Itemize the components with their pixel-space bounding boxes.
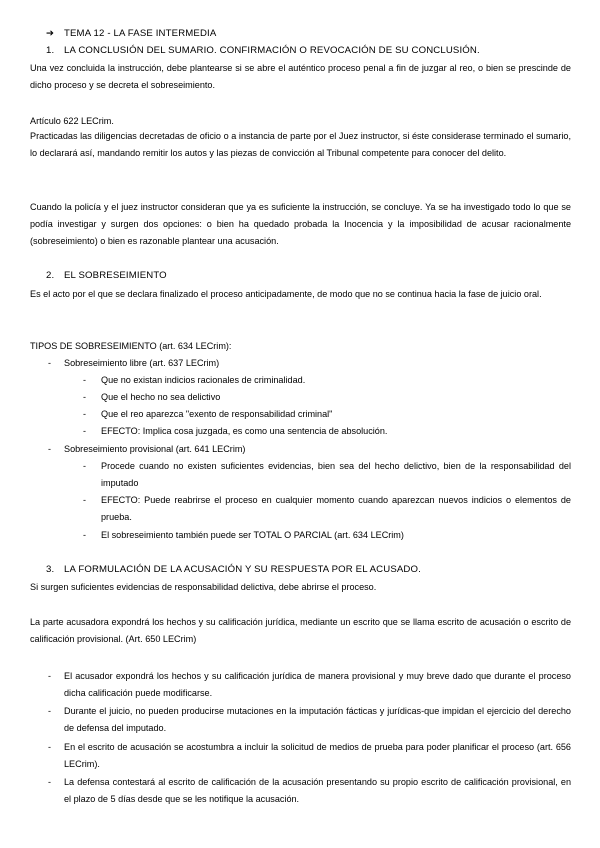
section-2-number: 2.	[46, 270, 55, 281]
bullet-item: Durante el juicio, no pueden producirse mutaciones en la imputación fácticas y jurídicas-que impidan el ejercicio del derecho de defensa del imputado.	[64, 706, 571, 734]
dash-marker: -	[83, 495, 86, 505]
arrow-icon: ➔	[46, 28, 55, 39]
dash-marker: -	[48, 671, 51, 681]
bullet-item: El acusador expondrá los hechos y su calificación jurídica de manera provisional y muy breve dado que durante el proceso dicha calificación puede modificarse.	[64, 671, 571, 699]
paragraph-evidencias: Si surgen suficientes evidencias de responsabilidad delictiva, debe abrirse el proceso.	[30, 582, 377, 592]
section-3-heading: LA FORMULACIÓN DE LA ACUSACIÓN Y SU RESPUESTA POR EL ACUSADO.	[64, 564, 421, 575]
dash-marker: -	[48, 444, 51, 454]
section-1-number: 1.	[46, 45, 55, 56]
dash-marker: -	[83, 530, 86, 540]
provisional-item: EFECTO: Puede reabrirse el proceso en cualquier momento cuando aparezcan nuevos indicios o elementos de prueba.	[101, 495, 571, 523]
provisional-item: El sobreseimiento también puede ser TOTAL O PARCIAL (art. 634 LECrim)	[101, 530, 404, 540]
tipos-title: TIPOS DE SOBRESEIMIENTO (art. 634 LECrim):	[30, 341, 232, 351]
provisional-item: Procede cuando no existen suficientes evidencias, bien sea del hecho delictivo, bien de la responsabilidad del imputado	[101, 461, 571, 489]
section-1-heading: LA CONCLUSIÓN DEL SUMARIO. CONFIRMACIÓN O REVOCACIÓN DE SU CONCLUSIÓN.	[64, 45, 480, 56]
dash-marker: -	[48, 358, 51, 368]
paragraph-parte-acusadora: La parte acusadora expondrá los hechos y su calificación jurídica, mediante un escrito que se llama escrito de acusación o escrito de calificación provisional. (Art. 650 LECrim)	[30, 617, 571, 645]
dash-marker: -	[83, 375, 86, 385]
libre-item: Que el reo aparezca "exento de responsabilidad criminal"	[101, 409, 333, 419]
bullet-item: La defensa contestará al escrito de calificación de la acusación presentando su propio escrito de calificación provisional, en el plazo de 5 días desde que se les notifique la acusación.	[64, 777, 571, 805]
tema-title: TEMA 12 - LA FASE INTERMEDIA	[64, 28, 217, 39]
libre-item: EFECTO: Implica cosa juzgada, es como una sentencia de absolución.	[101, 426, 388, 436]
libre-item: Que el hecho no sea delictivo	[101, 392, 221, 402]
dash-marker: -	[83, 409, 86, 419]
section-2-heading: EL SOBRESEIMIENTO	[64, 270, 167, 281]
dash-marker: -	[48, 777, 51, 787]
libre-item: Que no existan indicios racionales de criminalidad.	[101, 375, 306, 385]
dash-marker: -	[83, 392, 86, 402]
dash-marker: -	[83, 426, 86, 436]
article-622-title: Artículo 622 LECrim.	[30, 116, 114, 126]
article-622-text: Practicadas las diligencias decretadas de oficio o a instancia de parte por el Juez instructor, si éste considerase terminado el sumario, lo declarará así, mandando remitir los autos y las piezas de convicción al Tribunal competente para conocer del delito.	[30, 131, 571, 159]
bullet-item: En el escrito de acusación se acostumbra a incluir la solicitud de medios de prueba para poder planificar el proceso (art. 656 LECrim).	[64, 742, 571, 770]
paragraph-sobreseimiento: Es el acto por el que se declara finalizado el proceso anticipadamente, de modo que no se continua hacia la fase de juicio oral.	[30, 289, 542, 299]
paragraph-intro: Una vez concluida la instrucción, debe plantearse si se abre el auténtico proceso penal a fin de juzgar al reo, o bien se prescinde de dicho proceso y se decreta el sobreseimiento.	[30, 63, 571, 91]
dash-marker: -	[48, 742, 51, 752]
paragraph-conclusion: Cuando la policía y el juez instructor consideran que ya es suficiente la instrucción, se concluye. Ya se ha investigado todo lo que se podía investigar y surgen dos opciones: o bien ha quedado probada la Inocencia y la imposibilidad de acusar racionalmente (sobreseimiento) o bien es razonable plantear una acusación.	[30, 202, 571, 247]
dash-marker: -	[83, 461, 86, 471]
libre-label: Sobreseimiento libre (art. 637 LECrim)	[64, 358, 220, 368]
dash-marker: -	[48, 706, 51, 716]
provisional-label: Sobreseimiento provisional (art. 641 LECrim)	[64, 444, 246, 454]
section-3-number: 3.	[46, 564, 55, 575]
